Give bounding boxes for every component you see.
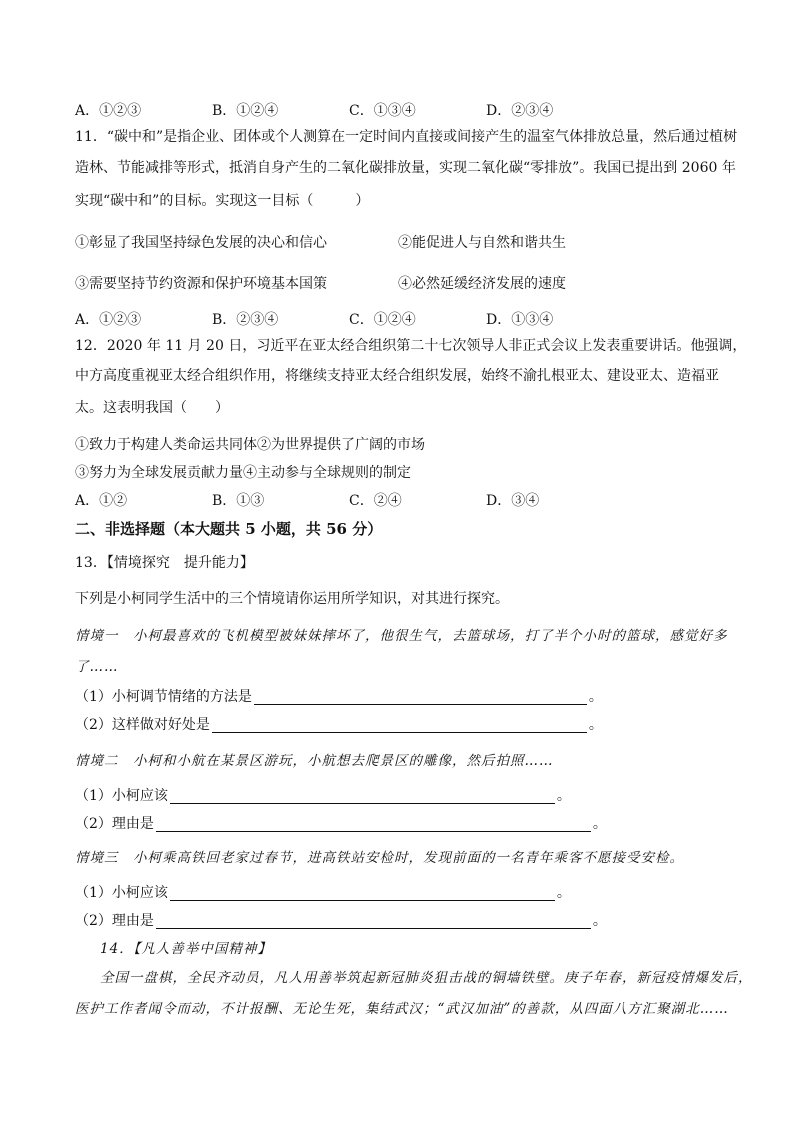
q13-intro: 下列是小柯同学生活中的三个情境请你运用所学知识，对其进行探究。 bbox=[75, 591, 509, 607]
q11-statement-2: ②能促进人与自然和谐共生 bbox=[398, 235, 566, 251]
q13-scenario2-line1: 情境二 小柯和小航在某景区游玩，小航想去爬景区的雕像，然后拍照…… bbox=[75, 753, 554, 769]
q13-s3-q1-label: （1）小柯应该 bbox=[75, 885, 168, 901]
q13-s3-q1-end-mark: 。 bbox=[556, 885, 571, 901]
q11-stem-line3: 实现“碳中和”的目标。实现这一目标（ ） bbox=[75, 193, 370, 209]
q13-s2-q2-label: （2）理由是 bbox=[75, 816, 154, 832]
q13-s2-q2-answer-blank[interactable] bbox=[156, 815, 591, 832]
q13-s1-q1-label: （1）小柯调节情绪的方法是 bbox=[75, 689, 252, 705]
q13-scenario3-line1: 情境三 小柯乘高铁回老家过春节，进高铁站安检时，发现前面的一名青年乘客不愿接受安检。 bbox=[75, 850, 684, 866]
q10-option-d[interactable]: D．②③④ bbox=[486, 103, 554, 119]
q13-s3-q2-answer-blank[interactable] bbox=[156, 912, 591, 929]
q13-s1-q1-answer-blank[interactable] bbox=[254, 688, 587, 705]
q11-stem-line1: 11．“碳中和”是指企业、团体或个人测算在一定时间内直接或间接产生的温室气体排放总量，然后通过植树 bbox=[75, 129, 738, 145]
q11-statement-1: ①彰显了我国坚持绿色发展的决心和信心 bbox=[75, 235, 327, 251]
q12-stem-line1: 12．2020 年 11 月 20 日，习近平在亚太经合组织第二十七次领导人非正式会议上发表重要讲话。他强调， bbox=[75, 338, 747, 354]
q13-s3-q2-row bbox=[75, 911, 607, 931]
q12-option-d[interactable]: D．③④ bbox=[486, 493, 540, 509]
q12-option-a[interactable]: A．①② bbox=[75, 493, 128, 509]
q13-scenario1-line1: 情境一 小柯最喜欢的飞机模型被妹妹摔坏了，他很生气，去篮球场，打了半个小时的篮球，感觉好多 bbox=[75, 628, 728, 644]
q11-statement-4: ④必然延缓经济发展的速度 bbox=[398, 276, 566, 292]
q13-s1-q2-label: （2）这样做对好处是 bbox=[75, 717, 210, 733]
q13-s3-q1-row bbox=[75, 883, 571, 903]
q14-title: 14．【凡人善举中国精神】 bbox=[100, 941, 272, 957]
q11-option-d[interactable]: D．①③④ bbox=[486, 312, 554, 328]
q11-option-b[interactable]: B．②③④ bbox=[212, 312, 279, 328]
q13-s1-q1-row bbox=[75, 687, 603, 707]
q13-s2-q1-answer-blank[interactable] bbox=[170, 787, 555, 804]
q10-option-c[interactable]: C．①③④ bbox=[349, 103, 416, 119]
section-two-heading: 二、非选择题（本大题共 5 小题，共 56 分） bbox=[75, 520, 383, 538]
q12-stem-line3: 太。这表明我国（ ） bbox=[75, 400, 229, 416]
q13-scenario1-line2: 了…… bbox=[75, 659, 119, 675]
q13-s2-q2-row bbox=[75, 814, 607, 834]
q13-s2-q1-end-mark: 。 bbox=[556, 788, 571, 804]
q13-s1-q2-row bbox=[75, 715, 603, 735]
q12-statements-3-4: ③努力为全球发展贡献力量④主动参与全球规则的制定 bbox=[75, 465, 411, 481]
q11-option-a[interactable]: A．①②③ bbox=[75, 312, 142, 328]
q13-s2-q1-row bbox=[75, 786, 571, 806]
q13-s2-q2-end-mark: 。 bbox=[592, 816, 607, 832]
q13-s2-q1-label: （1）小柯应该 bbox=[75, 788, 168, 804]
q14-line1: 全国一盘棋，全民齐动员，凡人用善举筑起新冠肺炎狙击战的铜墙铁壁。庚子年春，新冠疫情爆发后， bbox=[100, 970, 753, 986]
q11-stem-line2: 造林、节能减排等形式，抵消自身产生的二氧化碳排放量，实现二氧化碳“零排放”。我国已提出到 2060 年 bbox=[75, 160, 736, 176]
q10-option-b[interactable]: B．①②④ bbox=[212, 103, 279, 119]
q13-s1-q2-answer-blank[interactable] bbox=[212, 716, 587, 733]
q11-option-c[interactable]: C．①②④ bbox=[349, 312, 416, 328]
q11-statement-3: ③需要坚持节约资源和保护环境基本国策 bbox=[75, 276, 327, 292]
q10-option-a[interactable]: A．①②③ bbox=[75, 103, 142, 119]
q12-stem-line2: 中方高度重视亚太经合组织作用，将继续支持亚太经合组织发展，始终不渝扎根亚太、建设亚太、造福亚 bbox=[75, 368, 719, 384]
q13-s3-q2-label: （2）理由是 bbox=[75, 913, 154, 929]
q13-s1-q1-end-mark: 。 bbox=[588, 689, 603, 705]
q13-s1-q2-end-mark: 。 bbox=[588, 717, 603, 733]
q12-option-b[interactable]: B．①③ bbox=[212, 493, 265, 509]
q12-statements-1-2: ①致力于构建人类命运共同体②为世界提供了广阔的市场 bbox=[75, 437, 425, 453]
q13-s3-q2-end-mark: 。 bbox=[592, 913, 607, 929]
q13-s3-q1-answer-blank[interactable] bbox=[170, 884, 555, 901]
q14-line2: 医护工作者闻令而动，不计报酬、无论生死，集结武汉；“武汉加油”的善款，从四面八方汇聚湖北…… bbox=[75, 1001, 729, 1017]
q12-option-c[interactable]: C．②④ bbox=[349, 493, 402, 509]
q13-title: 13．【情境探究 提升能力】 bbox=[75, 555, 254, 571]
